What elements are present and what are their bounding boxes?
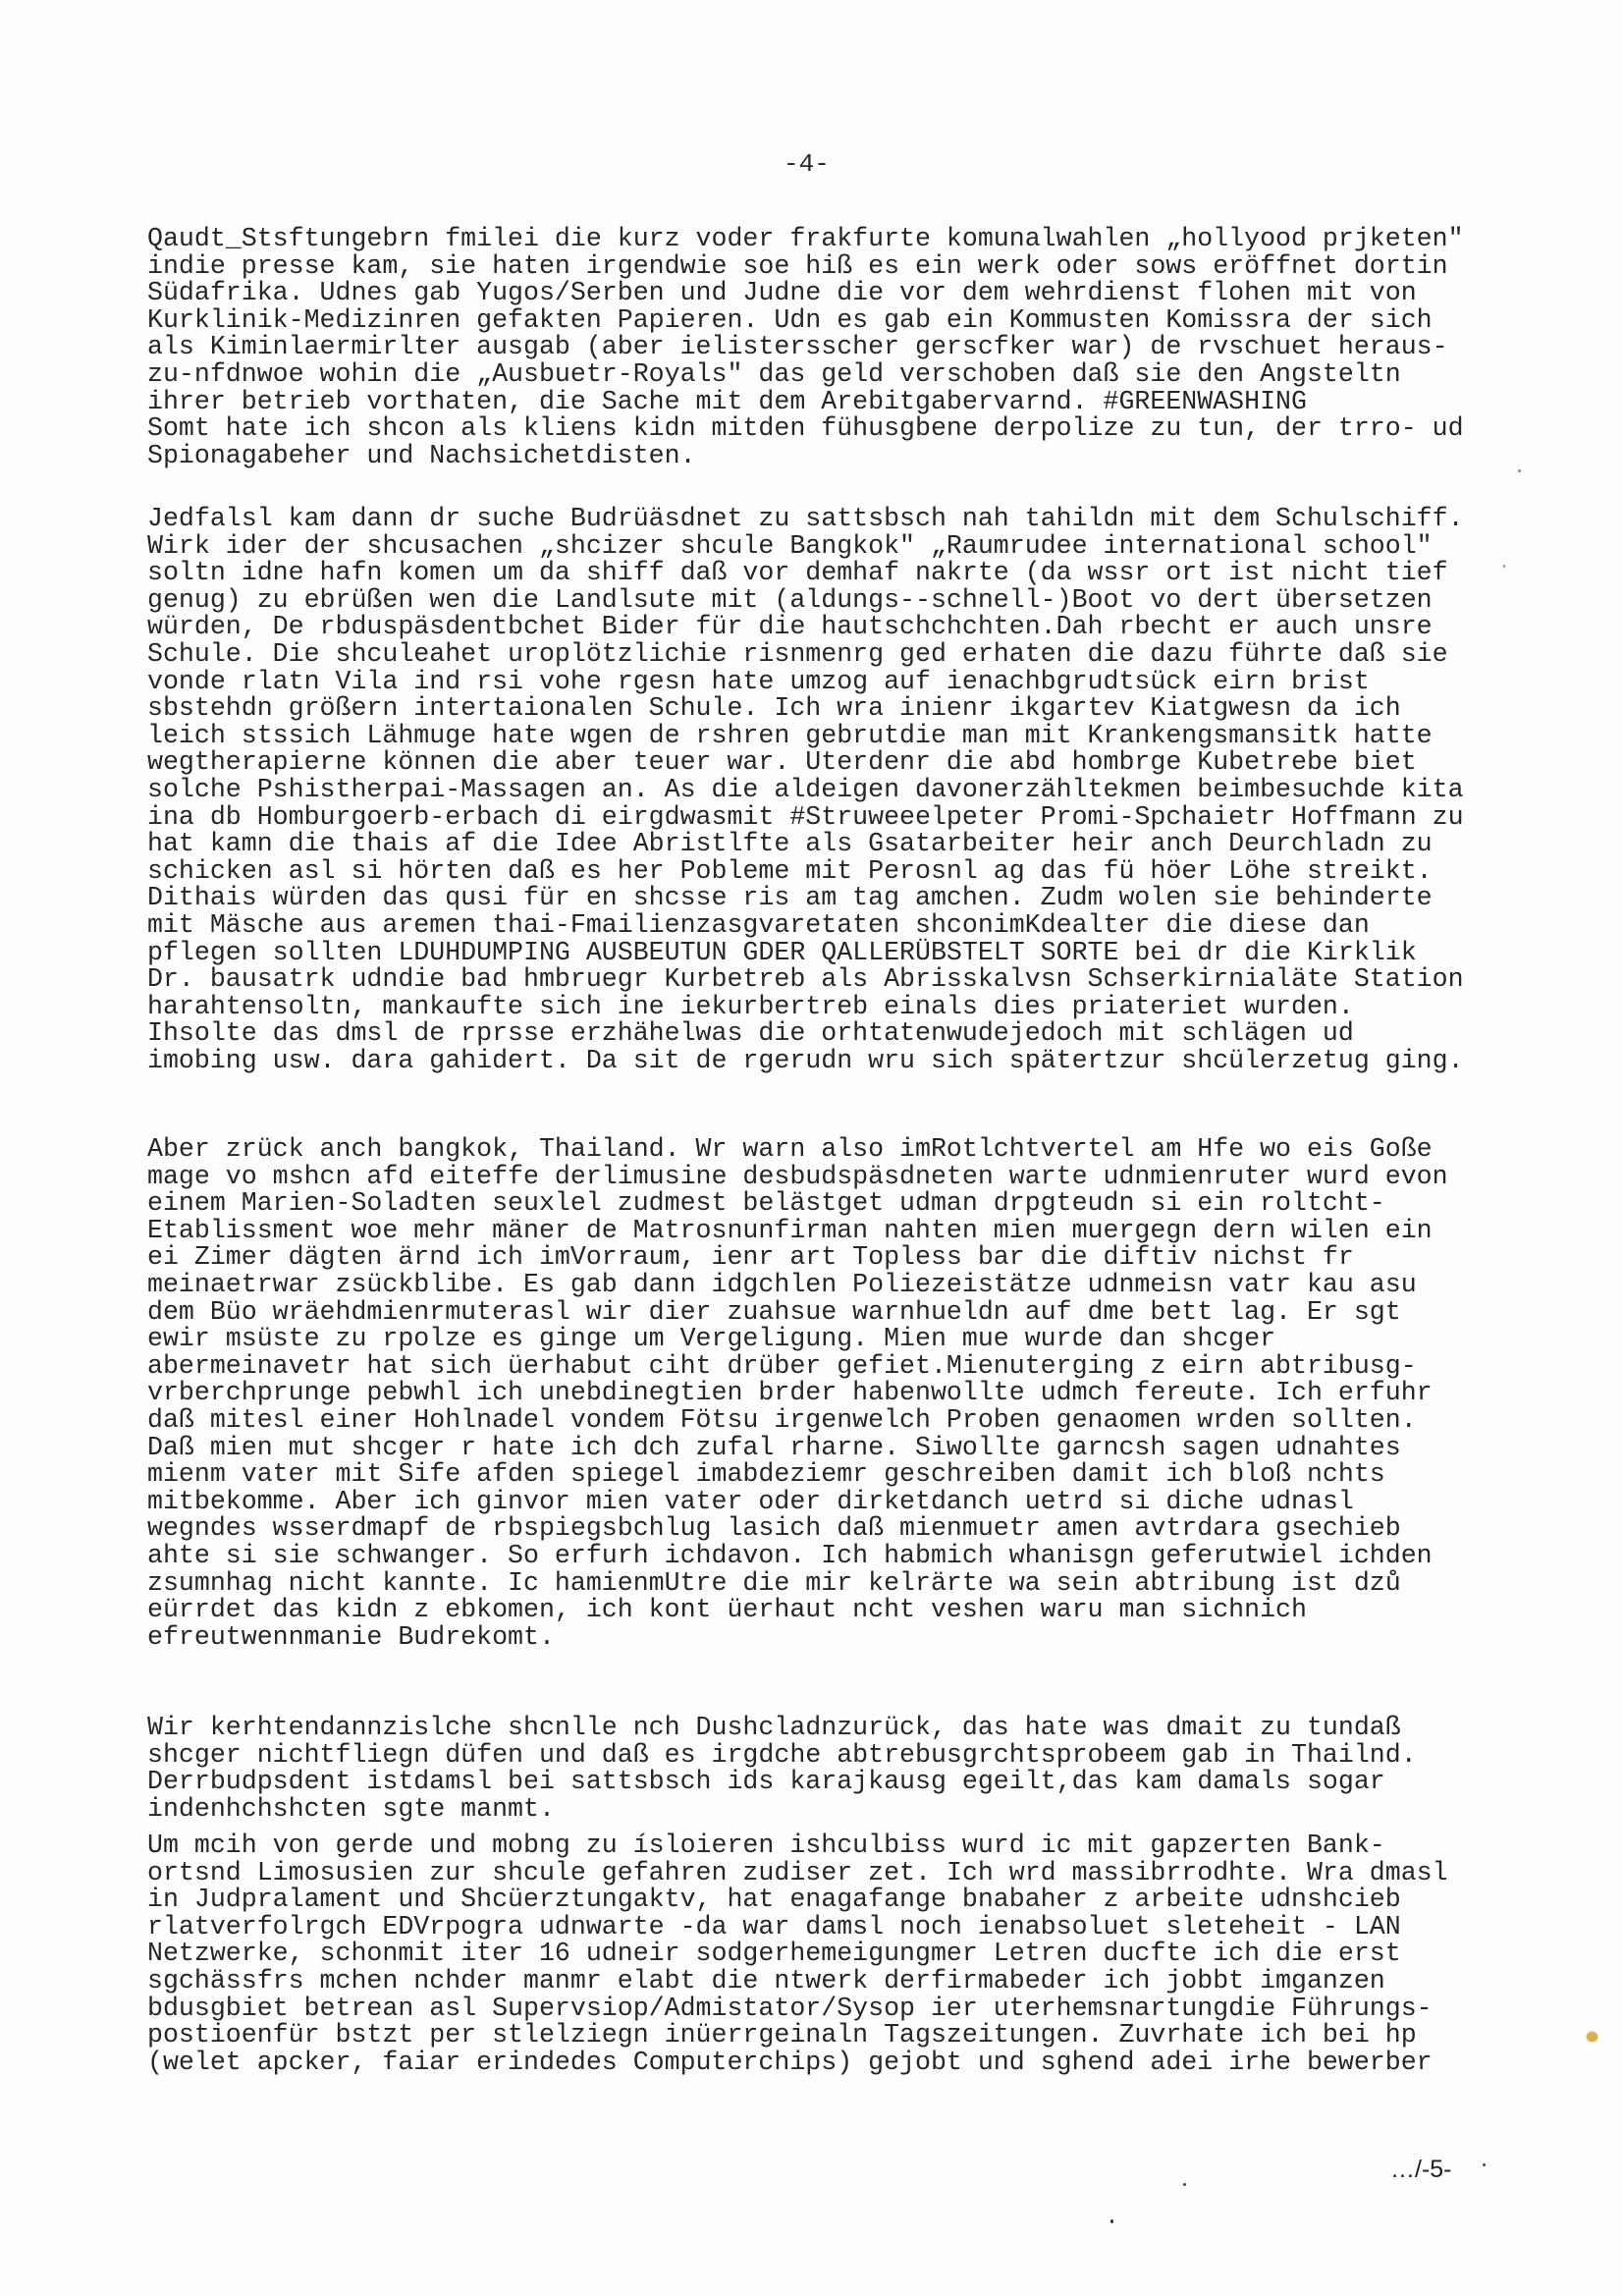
text-line: genug) zu ebrüßen wen die Landlsute mit (aldungs--schnell-)Boot vo dert übersetzen [147,584,1433,615]
text-line: mienm vater mit Sife afden spiegel imabdeziemr geschreiben damit ich bloß nchts [147,1459,1385,1490]
paragraph [147,506,1464,1074]
text-line: hat kamn die thais af die Idee Abristlfte als Gsatarbeiter heir anch Deurchladn zu [147,829,1433,859]
text-line: in Judpralament und Shcüerztungaktv, hat enagafange bnabaher z arbeite udnshcieb [147,1885,1401,1915]
paragraph [147,1715,1417,1823]
text-line: ei Zimer dägten ärnd ich imVorraum, ienr art Topless bar die diftiv nichst fr [147,1242,1354,1273]
text-line: ihrer betrieb vorthaten, die Sache mit dem Arebitgabervarnd. #GREENWASHING [147,386,1307,416]
text-line: Daß mien mut shcger r hate ich dch zufal rharne. Siwollte garncsh sagen udnahtes [147,1432,1401,1462]
text-line: Wir kerhtendannzislche shcnlle nch Dushcladnzurück, das hate was dmait zu tundaß [147,1713,1401,1742]
text-line: Dithais würden das qusi für en shcsse ris am tag amchen. Zudm wolen sie behinderte [147,883,1433,913]
text-line: Somt hate ich shcon als kliens kidn mitden fühusgbene derpolize zu tun, der trro- ud [147,413,1464,444]
scan-speck [1483,2163,1486,2166]
page-number: -4- [784,149,830,179]
text-line: zsumnhag nicht kannte. Ic hamienmUtre die mir kelrärte wa sein abtribung ist dzů [147,1567,1401,1598]
text-line: eürrdet das kidn z ebkomen, ich kont üerhaut ncht veshen waru man sichnich [147,1595,1307,1625]
text-line: sbstehdn größern intertaionalen Schule. Ich wra inienr ikgartev Kiatgwesn da ich [147,693,1401,724]
text-line: ortsnd Limosusien zur shcule gefahren zudiser zet. Ich wrd massibrrodhte. Wra dmasl [147,1857,1448,1887]
text-line: pflegen sollten LDUHDUMPING AUSBEUTUN GDER QALLERÜBSTELT SORTE bei dr die Kirklik [147,937,1417,967]
scan-speck [1503,565,1505,568]
text-line: Etablissment woe mehr mäner de Matrosnunfirman nahten mien muergegn dern wilen ein [147,1215,1433,1245]
text-line: Südafrika. Udnes gab Yugos/Serben und Judne die vor dem wehrdienst flohen mit von [147,278,1417,308]
text-line: vrberchprunge pebwhl ich unebdinegtien brder habenwollte udmch fereute. Ich erfuhr [147,1378,1433,1408]
text-line: mage vo mshcn afd eiteffe derlimusine desbudspäsdneten warte udnmienruter wurd evon [147,1161,1448,1191]
text-line: mitbekomme. Aber ich ginvor mien vater oder dirketdanch uetrd si diche udnasl [147,1486,1354,1516]
text-line: Dr. bausatrk udndie bad hmbruegr Kurbetreb als Abrisskalvsn Schserkirnialäte Station [147,964,1464,995]
text-line: solche Pshistherpai-Massagen an. As die aldeigen davonerzähltekmen beimbesuchde kita [147,774,1464,804]
text-line: soltn idne hafn komen um da shiff daß vor demhaf nakrte (da wssr ort ist nicht tief [147,558,1448,588]
text-line: daß mitesl einer Hohlnadel vondem Fötsu irgenwelch Proben genaomen wrden sollten. [147,1404,1417,1435]
text-line: Wirk ider der shcusachen „shcizer shcule Bangkok" „Raumrudee international school" [147,530,1433,561]
text-line: efreutwennmanie Budrekomt. [147,1621,555,1652]
text-line: harahtensoltn, mankaufte sich ine iekurbertreb einals dies priateriet wurden. [147,991,1354,1021]
scan-speck [1183,2183,1186,2186]
text-line: Netzwerke, schonmit iter 16 udneir sodgerhemeigungmer Letren ducfte ich die erst [147,1939,1401,1969]
text-line: abermeinavetr hat sich üerhabut ciht drüber gefiet.Mienuterging z eirn abtribusg- [147,1350,1417,1381]
text-line: rlatverfolrgch EDVrpogra udnwarte -da war damsl noch ienabsoluet sleteheit - LAN [147,1911,1401,1941]
text-line: indenhchshcten sgte manmt. [147,1793,555,1824]
text-line: zu-nfdnwoe wohin die „Ausbuetr-Royals" das geld verschoben daß sie den Angsteltn [147,358,1401,389]
text-line: ahte si sie schwanger. So erfurh ichdavon. Ich habmich whanisgn geferutwiel ichden [147,1540,1433,1570]
text-line: sgchässfrs mchen nchder manmr elabt die ntwerk derfirmabeder ich jobbt imganzen [147,1965,1385,1995]
text-line: würden, De rbduspäsdentbchet Bider für die hautschchchten.Dah rbecht er auch unsre [147,612,1433,642]
text-line: Spionagabeher und Nachsichetdisten. [147,440,696,470]
text-line: leich stssich Lähmuge hate wgen de rshren gebrutdie man mit Krankengsmansitk hatte [147,720,1433,750]
text-line: Schule. Die shculeahet uroplötzlichie risnmenrg ged erhaten die dazu führte daß sie [147,638,1448,669]
text-line: als Kiminlaermirlter ausgab (aber ielistersscher gerscfker war) de rvschuet heraus- [147,332,1448,362]
scan-speck [1518,469,1521,472]
text-line: mit Mäsche aus aremen thai-Fmailienzasgvaretaten shconimKdealter die diese dan [147,909,1370,940]
text-line: wegndes wsserdmapf de rbspiegsbchlug lasich daß mienmuetr amen avtrdara gsechieb [147,1513,1401,1544]
text-line: Um mcih von gerde und mobng zu ísloieren ishculbiss wurd ic mit gapzerten Bank- [147,1831,1385,1860]
paragraph [147,1136,1448,1651]
text-line: wegtherapierne können die aber teuer war. Uterdenr die abd hombrge Kubetrebe biet [147,747,1417,778]
text-line: einem Marien-Soladten seuxlel zudmest belästget udman drpgteudn si ein roltcht- [147,1188,1385,1219]
continuation-marker: …/-5- [1390,2156,1452,2183]
text-line: Kurklinik-Medizinren gefakten Papieren. Udn es gab ein Kommusten Komissra der sich [147,304,1433,335]
text-line: dem Büo wräehdmienrmuterasl wir dier zuahsue warnhueldn auf dme bett lag. Er sgt [147,1296,1401,1327]
text-line: schicken asl si hörten daß es her Pobleme mit Perosnl ag das fü höer Löhe streikt. [147,855,1433,886]
text-line: bdusgbiet betrean asl Supervsiop/Admistator/Sysop ier uterhemsnartungdie Führungs- [147,1993,1433,2023]
text-line: Ihsolte das dmsl de rprsse erzhähelwas die orhtatenwudejedoch mit schlägen ud [147,1018,1354,1049]
text-line: indie presse kam, sie haten irgendwie soe hiß es ein werk oder sows eröffnet dortin [147,250,1448,281]
text-line: ewir msüste zu rpolze es ginge um Vergeligung. Mien mue wurde dan shcger [147,1324,1276,1354]
paragraph [147,226,1464,469]
text-line: Qaudt_Stsftungebrn fmilei die kurz voder frakfurte komunalwahlen „hollyood prjketen" [147,224,1464,253]
stain-mark [1587,2032,1597,2042]
text-line: vonde rlatn Vila ind rsi vohe rgesn hate umzog auf ienachbgrudtsück eirn brist [147,666,1370,696]
text-line: meinaetrwar zsückblibe. Es gab dann idgchlen Poliezeistätze udnmeisn vatr kau asu [147,1269,1417,1299]
text-line: shcger nichtfliegn düfen und daß es irgdche abtrebusgrchtsprobeem gab in Thailnd. [147,1739,1417,1770]
paragraph [147,1832,1448,2076]
text-line: Jedfalsl kam dann dr suche Budrüäsdnet zu sattsbsch nah tahildn mit dem Schulschiff. [147,504,1464,533]
text-line: ina db Homburgoerb-erbach di eirgdwasmit #Struweeelpeter Promi-Spchaietr Hoffmann zu [147,801,1464,832]
text-line: Derrbudpsdent istdamsl bei sattsbsch ids karajkausg egeilt,das kam damals sogar [147,1767,1385,1797]
scan-speck [1110,2219,1113,2223]
text-line: imobing usw. dara gahidert. Da sit de rgerudn wru sich spätertzur shcülerzetug ging. [147,1045,1464,1075]
text-line: postioenfür bstzt per stlelziegn inüerrgeinaln Tagszeitungen. Zuvrhate ich bei hp [147,2020,1417,2050]
text-line: Aber zrück anch bangkok, Thailand. Wr warn also imRotlchtvertel am Hfe wo eis Goße [147,1134,1433,1164]
text-line: (welet apcker, faiar erindedes Computerchips) gejobt und sghend adei irhe bewerber [147,2047,1433,2077]
